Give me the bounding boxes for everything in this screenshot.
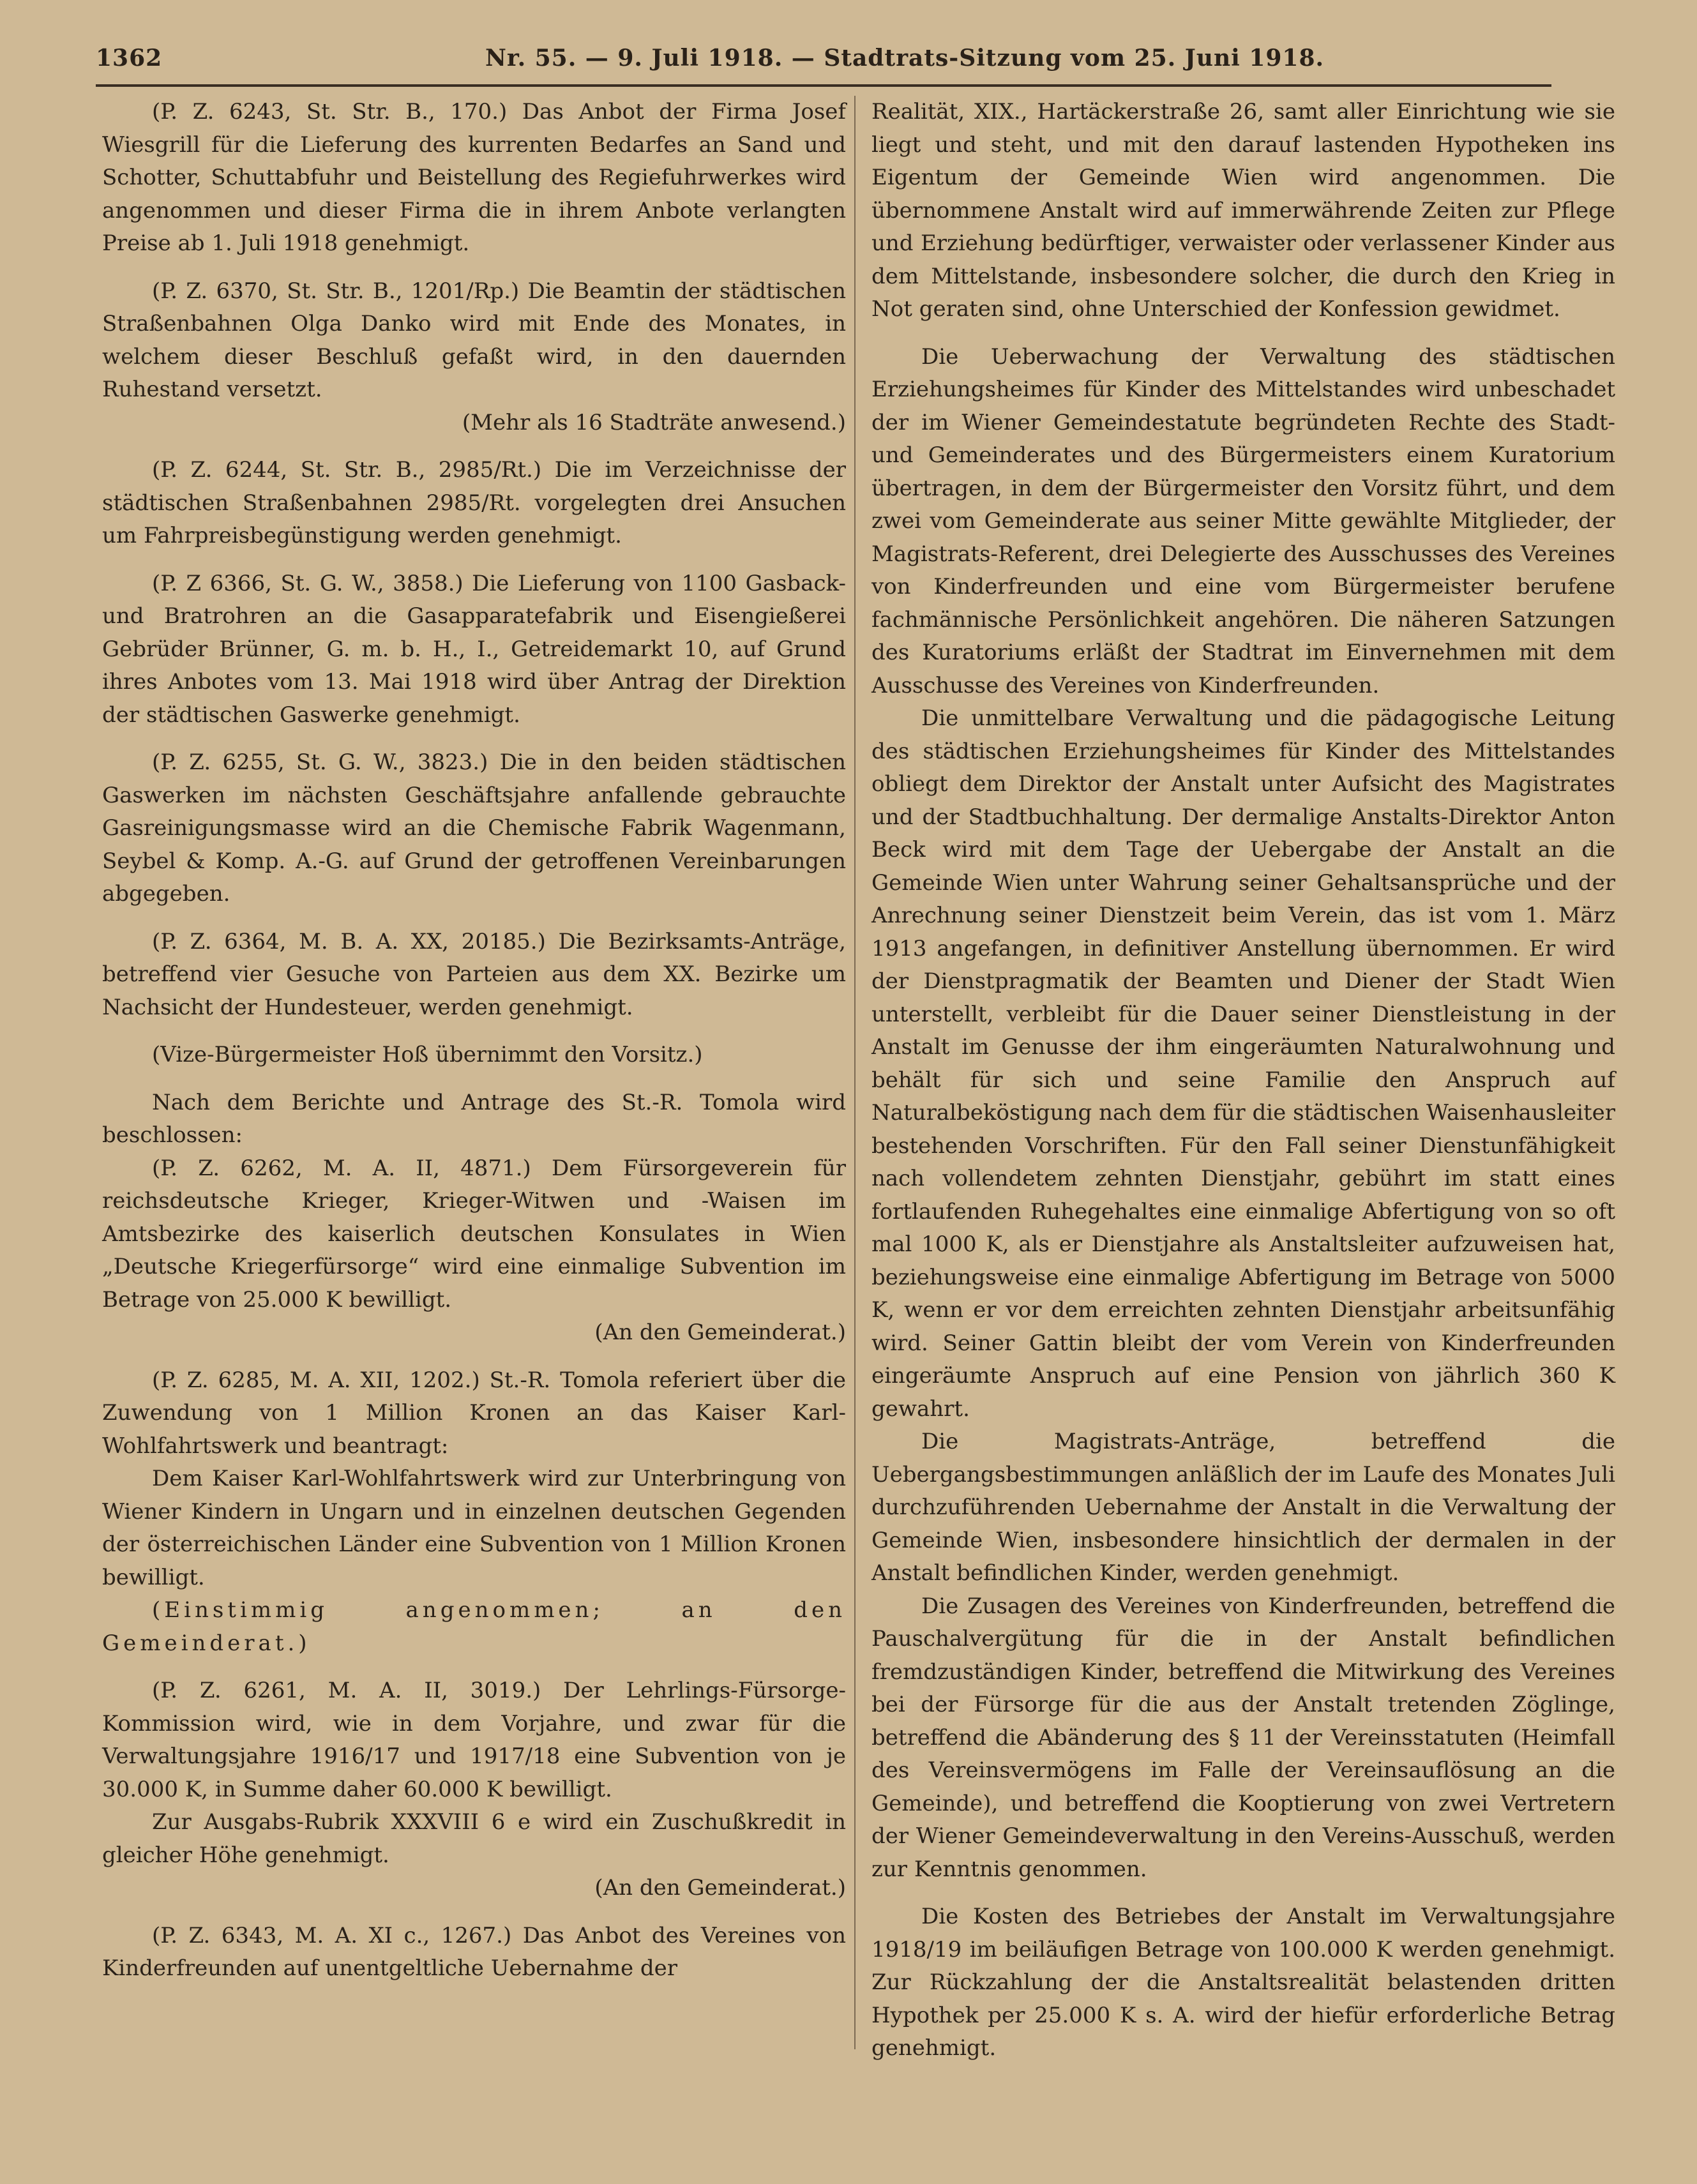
paragraph: (P. Z. 6364, M. B. A. XX, 20185.) Die Bezirksamts-Anträge, betreffend vier Gesuche von Parteien aus dem XX. Bezirke um Nachsicht der Hundesteuer, werden genehmigt.: [102, 928, 846, 1020]
issue-title: Nr. 55. — 9. Juli 1918. — Stadtrats-Sitzung vom 25. Juni 1918.: [485, 45, 1325, 72]
paragraph: Dem Kaiser Karl-Wohlfahrtswerk wird zur Unterbringung von Wiener Kindern in Ungarn und in einzelnen deutschen Gegenden der österreichischen Länder eine Subvention von 1 Million Kronen bewilligt.: [102, 1466, 846, 1590]
page-header: [96, 40, 1551, 78]
paragraph: Die Magistrats-Anträge, betreffend die Uebergangsbestimmungen anläßlich der im Laufe des Monates Juli durchzuführenden Uebernahme der Anstalt in die Verwaltung der Gemeinde Wien, insbesondere hinsichtlich der dermalen in der Anstalt befindlichen Kinder, werden genehmigt.: [871, 1429, 1615, 1586]
referral-note: (An den Gemeinderat.): [594, 1320, 846, 1345]
paragraph: (P. Z 6366, St. G. W., 3858.) Die Lieferung von 1100 Gasback- und Bratrohren an die Gasapparatefabrik und Eisengießerei Gebrüder Brünner, G. m. b. H., I., Getreidemarkt 10, auf Grund ihres Anbotes vom 13. Mai 1918 wird über Antrag der Direktion der städtischen Gaswerke genehmigt.: [102, 570, 846, 728]
left-column: [102, 96, 846, 2000]
paragraph: Die Kosten des Betriebes der Anstalt im Verwaltungsjahre 1918/19 im beiläufigen Betrage von 100.000 K werden genehmigt. Zur Rückzahlung der die Anstaltsrealität belastenden dritten Hypothek per 25.000 K s. A. wird der hiefür erforderliche Betrag genehmigt.: [871, 1904, 1615, 2061]
paragraph: (P. Z. 6243, St. Str. B., 170.) Das Anbot der Firma Josef Wiesgrill für die Lieferung des kurrenten Bedarfes an Sand und Schotter, Schuttabfuhr und Beistellung des Regiefuhrwerkes wird angenommen und dieser Firma die in ihrem Anbote verlangten Preise ab 1. Juli 1918 genehmigt.: [102, 99, 846, 256]
referral-note: (An den Gemeinderat.): [594, 1875, 846, 1901]
paragraph: Die unmittelbare Verwaltung und die pädagogische Leitung des städtischen Erziehungsheimes für Kinder des Mittelstandes obliegt dem Direktor der Anstalt unter Aufsicht des Magistrates und der Stadtbuchhaltung. Der dermalige Anstalts-Direktor Anton Beck wird mit dem Tage der Uebergabe der Anstalt an die Gemeinde Wien unter Wahrung seiner Gehaltsansprüche und der Anrechnung seiner Dienstzeit beim Verein, das ist vom 1. März 1913 angefangen, in definitiver Anstellung übernommen. Er wird der Dienstpragmatik der Beamten und Diener der Stadt Wien unterstellt, verbleibt für die Dauer seiner Dienstleistung in der Anstalt im Genusse der ihm eingeräumten Naturalwohnung und behält für sich und seine Familie den Anspruch auf Naturalbeköstigung nach dem für die städtischen Waisenhausleiter bestehenden Vorschriften. Für den Fall seiner Dienstunfähigkeit nach vollendetem zehnten Dienstjahr, gebührt im statt eines fortlaufenden Ruhegehaltes eine einmalige Abfertigung von so oft mal 1000 K, als er Dienstjahre als Anstaltsleiter aufzuweisen hat, beziehungsweise eine einmalige Abfertigung im Betrage von 5000 K, wenn er vor dem erreichten zehnten Dienstjahr arbeitsunfähig wird. Seiner Gattin bleibt der vom Verein von Kinderfreunden eingeräumte Anspruch auf eine Pension von jährlich 360 K gewahrt.: [871, 705, 1615, 1422]
vote-note: (Einstimmig angenommen; an den Gemeinderat.): [102, 1597, 846, 1656]
paragraph: (P. Z. 6343, M. A. XI c., 1267.) Das Anbot des Vereines von Kinderfreunden auf unentgeltliche Uebernahme der: [102, 1922, 846, 1981]
paragraph: (P. Z. 6244, St. Str. B., 2985/Rt.) Die im Verzeichnisse der städtischen Straßenbahnen 2985/Rt. vorgelegten drei Ansuchen um Fahrpreisbegünstigung werden genehmigt.: [102, 457, 846, 548]
paragraph: Nach dem Berichte und Antrage des St.-R. Tomola wird beschlossen:: [102, 1089, 846, 1148]
column-divider: [854, 96, 856, 2049]
paragraph: (P. Z. 6370, St. Str. B., 1201/Rp.) Die Beamtin der städtischen Straßenbahnen Olga Danko wird mit Ende des Monates, in welchem dieser Beschluß gefaßt wird, in den dauernden Ruhestand versetzt.: [102, 278, 846, 402]
paragraph: Die Ueberwachung der Verwaltung des städtischen Erziehungsheimes für Kinder des Mittelstandes wird unbeschadet der im Wiener Gemeindestatute begründeten Rechte des Stadt- und Gemeinderates und des Bürgermeisters einem Kuratorium übertragen, in dem der Bürgermeister den Vorsitz führt, und dem zwei vom Gemeinderate aus seiner Mitte gewählte Mitglieder, der Magistrats-Referent, drei Delegierte des Ausschusses des Vereines von Kinderfreunden und eine vom Bürgermeister berufene fachmännische Persönlichkeit angehören. Die näheren Satzungen des Kuratoriums erläßt der Stadtrat im Einvernehmen mit dem Ausschusse des Vereines von Kinderfreunden.: [871, 343, 1615, 698]
paragraph: (P. Z. 6285, M. A. XII, 1202.) St.-R. Tomola referiert über die Zuwendung von 1 Million Kronen an das Kaiser Karl-Wohlfahrtswerk und beantragt:: [102, 1367, 846, 1459]
header-rule: [96, 84, 1551, 87]
right-column: [871, 96, 1615, 2080]
paragraph: Die Zusagen des Vereines von Kinderfreunden, betreffend die Pauschalvergütung für die in der Anstalt befindlichen fremdzuständigen Kinder, betreffend die Mitwirkung des Vereines bei der Fürsorge für die aus der Anstalt tretenden Zöglinge, betreffend die Abänderung des § 11 der Vereinsstatuten (Heimfall des Vereinsvermögens im Falle der Vereinsauflösung an die Gemeinde), und betreffend die Kooptierung von zwei Vertretern der Wiener Gemeindeverwaltung in den Vereins-Ausschuß, werden zur Kenntnis genommen.: [871, 1593, 1615, 1882]
chair-note: (Vize-Bürgermeister Hoß übernimmt den Vorsitz.): [152, 1042, 703, 1067]
page-number: 1362: [96, 45, 163, 72]
attendance-note: (Mehr als 16 Stadträte anwesend.): [462, 409, 846, 435]
paragraph: (P. Z. 6261, M. A. II, 3019.) Der Lehrlings-Fürsorge-Kommission wird, wie in dem Vorjahre, und zwar für die Verwaltungsjahre 1916/17 und 1917/18 eine Subvention von je 30.000 K, in Summe daher 60.000 K bewilligt.: [102, 1678, 846, 1802]
paragraph: Zur Ausgabs-Rubrik XXXVIII 6 e wird ein Zuschußkredit in gleicher Höhe genehmigt.: [102, 1809, 846, 1868]
paragraph: (P. Z. 6262, M. A. II, 4871.) Dem Fürsorgeverein für reichsdeutsche Krieger, Krieger-Witwen und -Waisen im Amtsbezirke des kaiserlich deutschen Konsulates in Wien „Deutsche Kriegerfürsorge“ wird eine einmalige Subvention im Betrage von 25.000 K bewilligt.: [102, 1155, 846, 1313]
paragraph: Realität, XIX., Hartäckerstraße 26, samt aller Einrichtung wie sie liegt und steht, und mit den darauf lastenden Hypotheken ins Eigentum der Gemeinde Wien wird angenommen. Die übernommene Anstalt wird auf immerwährende Zeiten zur Pflege und Erziehung bedürftiger, verwaister oder verlassener Kinder aus dem Mittelstande, insbesondere solcher, die durch den Krieg in Not geraten sind, ohne Unterschied der Konfession gewidmet.: [871, 99, 1615, 322]
paragraph: (P. Z. 6255, St. G. W., 3823.) Die in den beiden städtischen Gaswerken im nächsten Geschäftsjahre anfallende gebrauchte Gasreinigungsmasse wird an die Chemische Fabrik Wagenmann, Seybel & Komp. A.-G. auf Grund der getroffenen Vereinbarungen abgegeben.: [102, 749, 846, 907]
